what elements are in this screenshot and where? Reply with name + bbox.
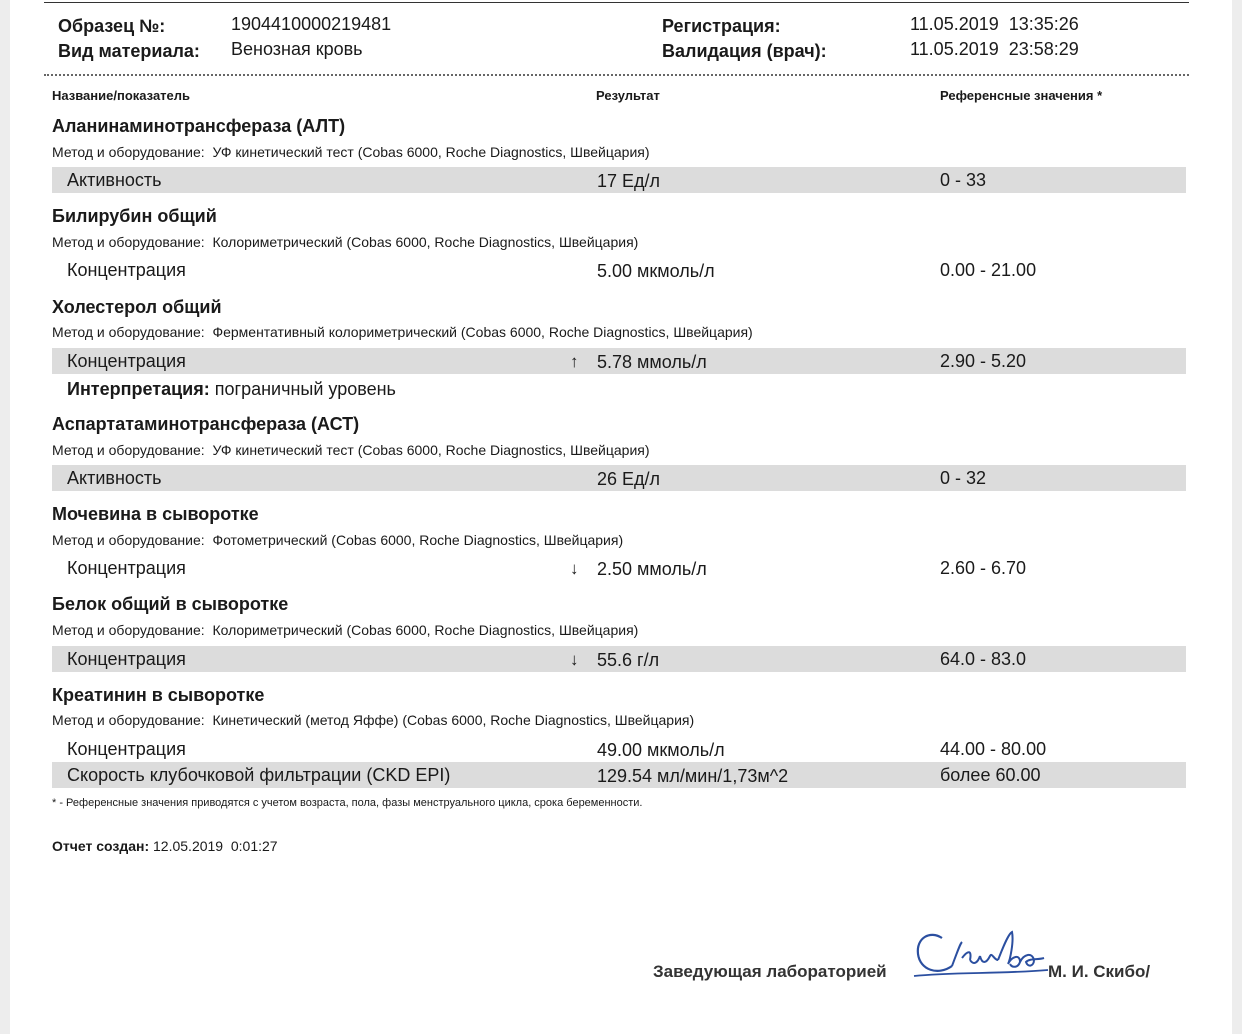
- method-text: УФ кинетический тест (Cobas 6000, Roche Diagnostics, Швейцария): [212, 442, 650, 458]
- test-method: [52, 712, 694, 728]
- footnote: * - Референсные значения приводятся с учетом возраста, пола, фазы менструального цикла, срока беременности.: [52, 797, 643, 809]
- test-title: Мочевина в сыворотке: [52, 504, 259, 524]
- arrow-up-icon: ↑: [570, 352, 579, 371]
- column-header-name: Название/показатель: [52, 88, 191, 103]
- result-value: 55.6 г/л: [597, 650, 660, 670]
- method-text: УФ кинетический тест (Cobas 6000, Roche Diagnostics, Швейцария): [212, 144, 650, 160]
- result-row: [52, 348, 1186, 374]
- reference-range: 0 - 32: [940, 468, 987, 488]
- test-method: [52, 442, 650, 458]
- parameter-name: Концентрация: [67, 739, 186, 759]
- result-row: [52, 555, 1186, 581]
- test-title: Холестерол общий: [52, 297, 222, 317]
- method-prefix: Метод и оборудование:: [52, 324, 205, 340]
- result-row: [52, 257, 1186, 283]
- page-edge-right: [1232, 0, 1242, 1034]
- column-header-reference: Референсные значения *: [940, 88, 1103, 103]
- reference-range: 44.00 - 80.00: [940, 739, 1047, 759]
- result-row: [52, 167, 1186, 193]
- arrow-down-icon: ↓: [570, 559, 579, 578]
- result-row: [52, 736, 1186, 762]
- result-row: [52, 762, 1186, 788]
- method-prefix: Метод и оборудование:: [52, 622, 205, 638]
- test-title: Аланинаминотрансфераза (АЛТ): [52, 116, 346, 136]
- material-label: Вид материала:: [58, 41, 200, 61]
- result-value: 5.78 ммоль/л: [597, 352, 707, 372]
- reference-range: более 60.00: [940, 765, 1041, 785]
- test-title: Креатинин в сыворотке: [52, 685, 265, 705]
- method-text: Фотометрический (Cobas 6000, Roche Diagnostics, Швейцария): [212, 532, 624, 548]
- interpretation: [67, 379, 396, 400]
- parameter-name: Концентрация: [67, 260, 186, 280]
- test-method: [52, 234, 638, 250]
- test-method: [52, 532, 623, 548]
- method-prefix: Метод и оборудование:: [52, 532, 205, 548]
- sample-label: Образец №:: [58, 16, 166, 36]
- test-method: [52, 324, 753, 340]
- column-header-result: Результат: [596, 88, 660, 103]
- result-value: 5.00 мкмоль/л: [597, 261, 715, 281]
- method-prefix: Метод и оборудование:: [52, 712, 205, 728]
- signature-name: М. И. Скибо/: [1048, 962, 1151, 981]
- report-created: [52, 838, 278, 854]
- test-method: [52, 144, 650, 160]
- test-title: Белок общий в сыворотке: [52, 594, 289, 614]
- method-text: Ферментативный колориметрический (Cobas 6000, Roche Diagnostics, Швейцария): [212, 324, 753, 340]
- page-edge-left: [0, 0, 10, 1034]
- parameter-name: Активность: [67, 170, 162, 190]
- top-rule: [44, 2, 1189, 3]
- parameter-name: Концентрация: [67, 558, 186, 578]
- interpretation-value: пограничный уровень: [214, 379, 396, 399]
- method-text: Колориметрический (Cobas 6000, Roche Diagnostics, Швейцария): [212, 234, 639, 250]
- signature-title: Заведующая лабораторией: [653, 962, 887, 981]
- method-prefix: Метод и оборудование:: [52, 144, 205, 160]
- result-row: [52, 646, 1186, 672]
- result-row: [52, 465, 1186, 491]
- reference-range: 2.60 - 6.70: [940, 558, 1027, 578]
- registration-value: 11.05.2019 13:35:26: [910, 14, 1079, 34]
- test-title: Билирубин общий: [52, 206, 217, 226]
- reference-range: 0 - 33: [940, 170, 987, 190]
- result-value: 26 Ед/л: [597, 469, 661, 489]
- result-value: 17 Ед/л: [597, 171, 661, 191]
- registration-label: Регистрация:: [662, 16, 781, 36]
- test-method: [52, 622, 638, 638]
- reference-range: 64.0 - 83.0: [940, 649, 1027, 669]
- reference-range: 0.00 - 21.00: [940, 260, 1037, 280]
- parameter-name: Концентрация: [67, 649, 186, 669]
- method-text: Кинетический (метод Яффе) (Cobas 6000, Roche Diagnostics, Швейцария): [212, 712, 695, 728]
- parameter-name: Концентрация: [67, 351, 186, 371]
- result-value: 129.54 мл/мин/1,73м^2: [597, 766, 789, 786]
- report-created-value: 12.05.2019 0:01:27: [153, 838, 278, 854]
- validation-label: Валидация (врач):: [662, 41, 827, 61]
- method-prefix: Метод и оборудование:: [52, 234, 205, 250]
- reference-range: 2.90 - 5.20: [940, 351, 1027, 371]
- arrow-down-icon: ↓: [570, 650, 579, 669]
- handwritten-signature: [912, 920, 1052, 990]
- sample-value: 1904410000219481: [231, 14, 392, 34]
- test-title: Аспартатаминотрансфераза (АСТ): [52, 414, 360, 434]
- result-value: 2.50 ммоль/л: [597, 559, 707, 579]
- validation-value: 11.05.2019 23:58:29: [910, 39, 1079, 59]
- parameter-name: Скорость клубочковой фильтрации (CKD EPI): [67, 765, 451, 785]
- report-created-label: Отчет создан:: [52, 838, 150, 854]
- method-text: Колориметрический (Cobas 6000, Roche Diagnostics, Швейцария): [212, 622, 639, 638]
- method-prefix: Метод и оборудование:: [52, 442, 205, 458]
- header-divider: [44, 74, 1189, 76]
- interpretation-label: Интерпретация:: [67, 379, 210, 399]
- result-value: 49.00 мкмоль/л: [597, 740, 725, 760]
- parameter-name: Активность: [67, 468, 162, 488]
- material-value: Венозная кровь: [231, 39, 363, 59]
